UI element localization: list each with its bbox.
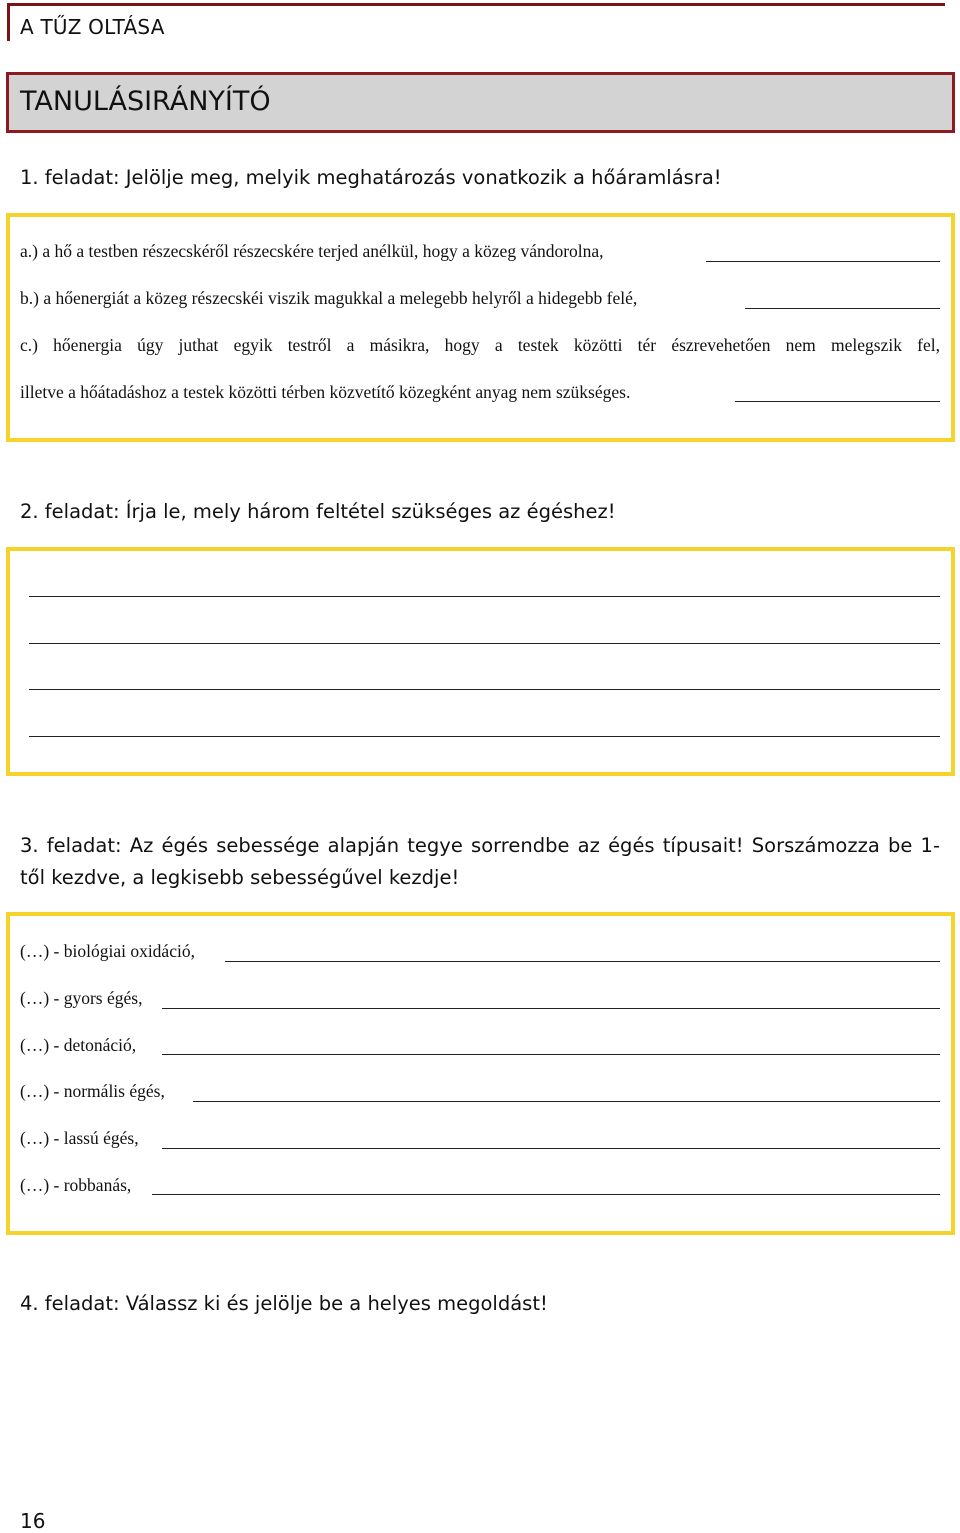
- task-3-answer-line-2[interactable]: [162, 1008, 940, 1009]
- task-3-item-4: (…) - normális égés,: [20, 1081, 165, 1101]
- task-3-answer-line-1[interactable]: [225, 961, 940, 962]
- task-2-title: 2. feladat: Írja le, mely három feltétel szükséges az égéshez!: [20, 500, 616, 523]
- task-4-title: 4. feladat: Válassz ki és jelölje be a helyes megoldást!: [20, 1292, 548, 1315]
- task-3-item-3: (…) - detonáció,: [20, 1035, 137, 1055]
- task-1-option-b: b.) a hőenergiát a közeg részecskéi viszik magukkal a melegebb helyről a hidegebb felé,: [20, 288, 638, 308]
- task-3-item-6: (…) - robbanás,: [20, 1175, 132, 1195]
- task-1-answer-line-a[interactable]: [706, 261, 940, 262]
- task-3-item-5: (…) - lassú égés,: [20, 1128, 139, 1148]
- section-title: TANULÁSIRÁNYÍTÓ: [20, 86, 271, 117]
- task-2-answer-line-2[interactable]: [29, 643, 940, 644]
- task-1-title: 1. feladat: Jelölje meg, melyik meghatározás vonatkozik a hőáramlásra!: [20, 166, 722, 189]
- task-3-answer-line-3[interactable]: [162, 1054, 940, 1055]
- chapter-title: A TŰZ OLTÁSA: [20, 15, 165, 39]
- task-2-answer-line-4[interactable]: [29, 736, 940, 737]
- task-2-answer-line-3[interactable]: [29, 689, 940, 690]
- task-3-answer-line-6[interactable]: [152, 1194, 940, 1195]
- task-2-answer-line-1[interactable]: [29, 596, 940, 597]
- task-3-title-line-1: 3. feladat: Az égés sebessége alapján tegye sorrendbe az égés típusait! Sorszámozza be 1-: [20, 834, 940, 857]
- task-1-option-c: c.) hőenergia úgy juthat egyik testről a másikra, hogy a testek közötti tér észrevehetően nem melegszik fel,: [20, 335, 940, 355]
- page-number: 16: [20, 1509, 46, 1533]
- task-3-item-1: (…) - biológiai oxidáció,: [20, 941, 195, 961]
- task-2-answer-box: [6, 547, 955, 776]
- task-3-title-line-2: től kezdve, a legkisebb sebességűvel kezdje!: [20, 866, 460, 889]
- task-1-option-a: a.) a hő a testben részecskéről részecskére terjed anélkül, hogy a közeg vándorolna,: [20, 241, 604, 261]
- task-1-answer-line-c[interactable]: [735, 401, 940, 402]
- task-3-answer-line-5[interactable]: [162, 1148, 940, 1149]
- task-3-item-2: (…) - gyors égés,: [20, 988, 143, 1008]
- task-1-answer-line-b[interactable]: [745, 308, 940, 309]
- task-3-answer-line-4[interactable]: [193, 1101, 940, 1102]
- task-1-option-c-cont: illetve a hőátadáshoz a testek közötti térben közvetítő közegként anyag nem szükséges.: [20, 382, 631, 402]
